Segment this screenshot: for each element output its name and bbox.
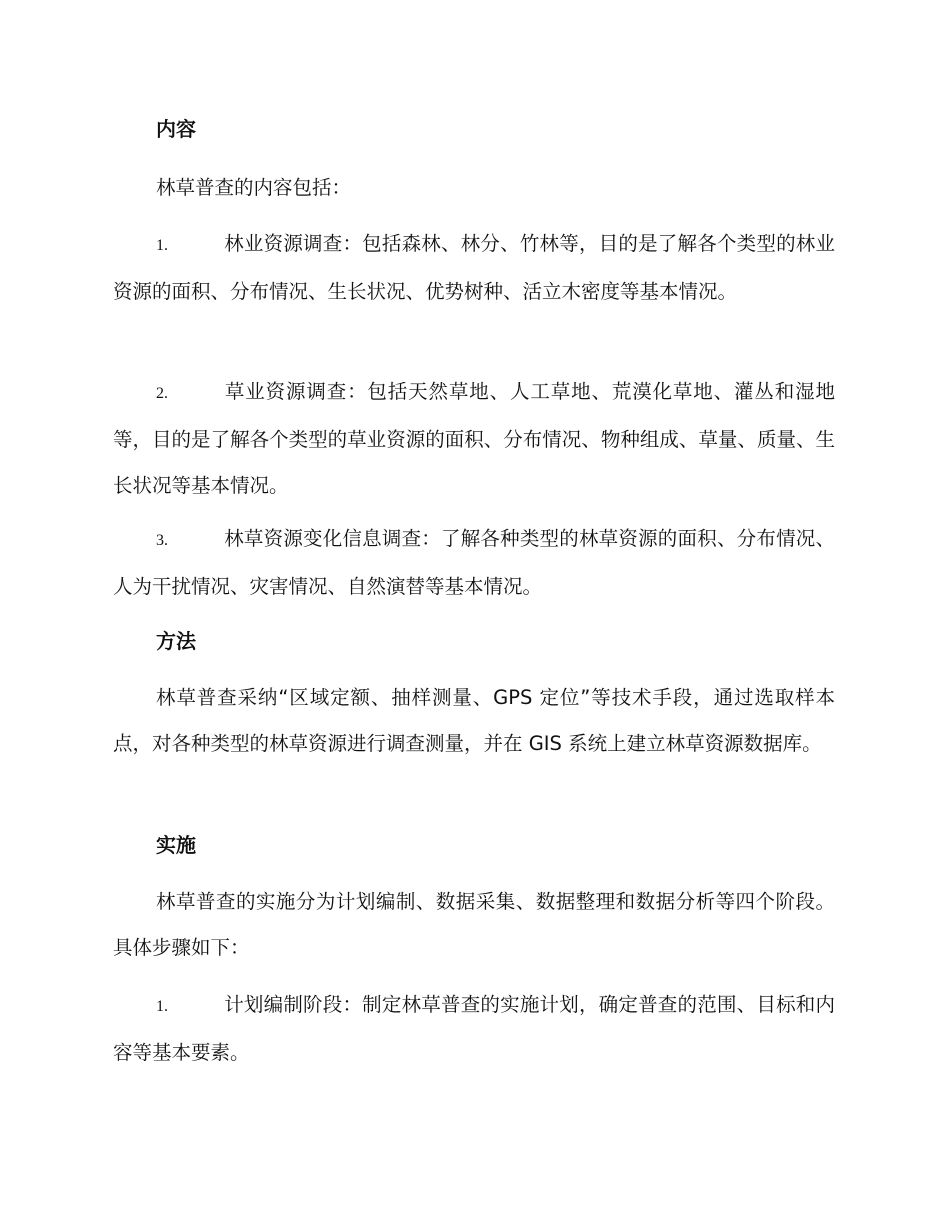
section-heading-implementation: 实施 <box>156 833 196 857</box>
list-item-text: 林草资源变化信息调查：了解各种类型的林草资源的面积、分布情况、人为干扰情况、灾害情况、自然演替等基本情况。 <box>113 527 835 598</box>
content-list-item-1 <box>113 221 835 315</box>
list-item-text: 草业资源调查：包括天然草地、人工草地、荒漠化草地、灌丛和湿地等，目的是了解各个类型的草业资源的面积、分布情况、物种组成、草量、质量、生长状况等基本情况。 <box>113 380 835 497</box>
content-list-item-3 <box>113 516 835 610</box>
section-heading-content: 内容 <box>156 117 196 141</box>
list-item-text: 林业资源调查：包括森林、林分、竹林等，目的是了解各个类型的林业资源的面积、分布情况、生长状况、优势树种、活立木密度等基本情况。 <box>113 232 835 303</box>
list-item-text: 计划编制阶段：制定林草普查的实施计划，确定普查的范围、目标和内容等基本要素。 <box>113 993 835 1064</box>
section-heading-method: 方法 <box>156 629 196 653</box>
list-number: 1. <box>156 237 168 254</box>
method-paragraph: 林草普查采纳“区域定额、抽样测量、GPS 定位”等技术手段，通过选取样本点，对各种类型的林草资源进行调查测量，并在 GIS 系统上建立林草资源数据库。 <box>113 686 835 755</box>
implementation-list-item-1 <box>113 982 835 1076</box>
list-number: 3. <box>156 532 168 549</box>
list-number: 1. <box>156 998 168 1015</box>
content-list-item-2 <box>113 369 835 509</box>
content-intro: 林草普查的内容包括： <box>156 176 352 199</box>
implementation-intro: 林草普查的实施分为计划编制、数据采集、数据整理和数据分析等四个阶段。具体步骤如下： <box>113 890 835 959</box>
list-number: 2. <box>156 385 168 402</box>
